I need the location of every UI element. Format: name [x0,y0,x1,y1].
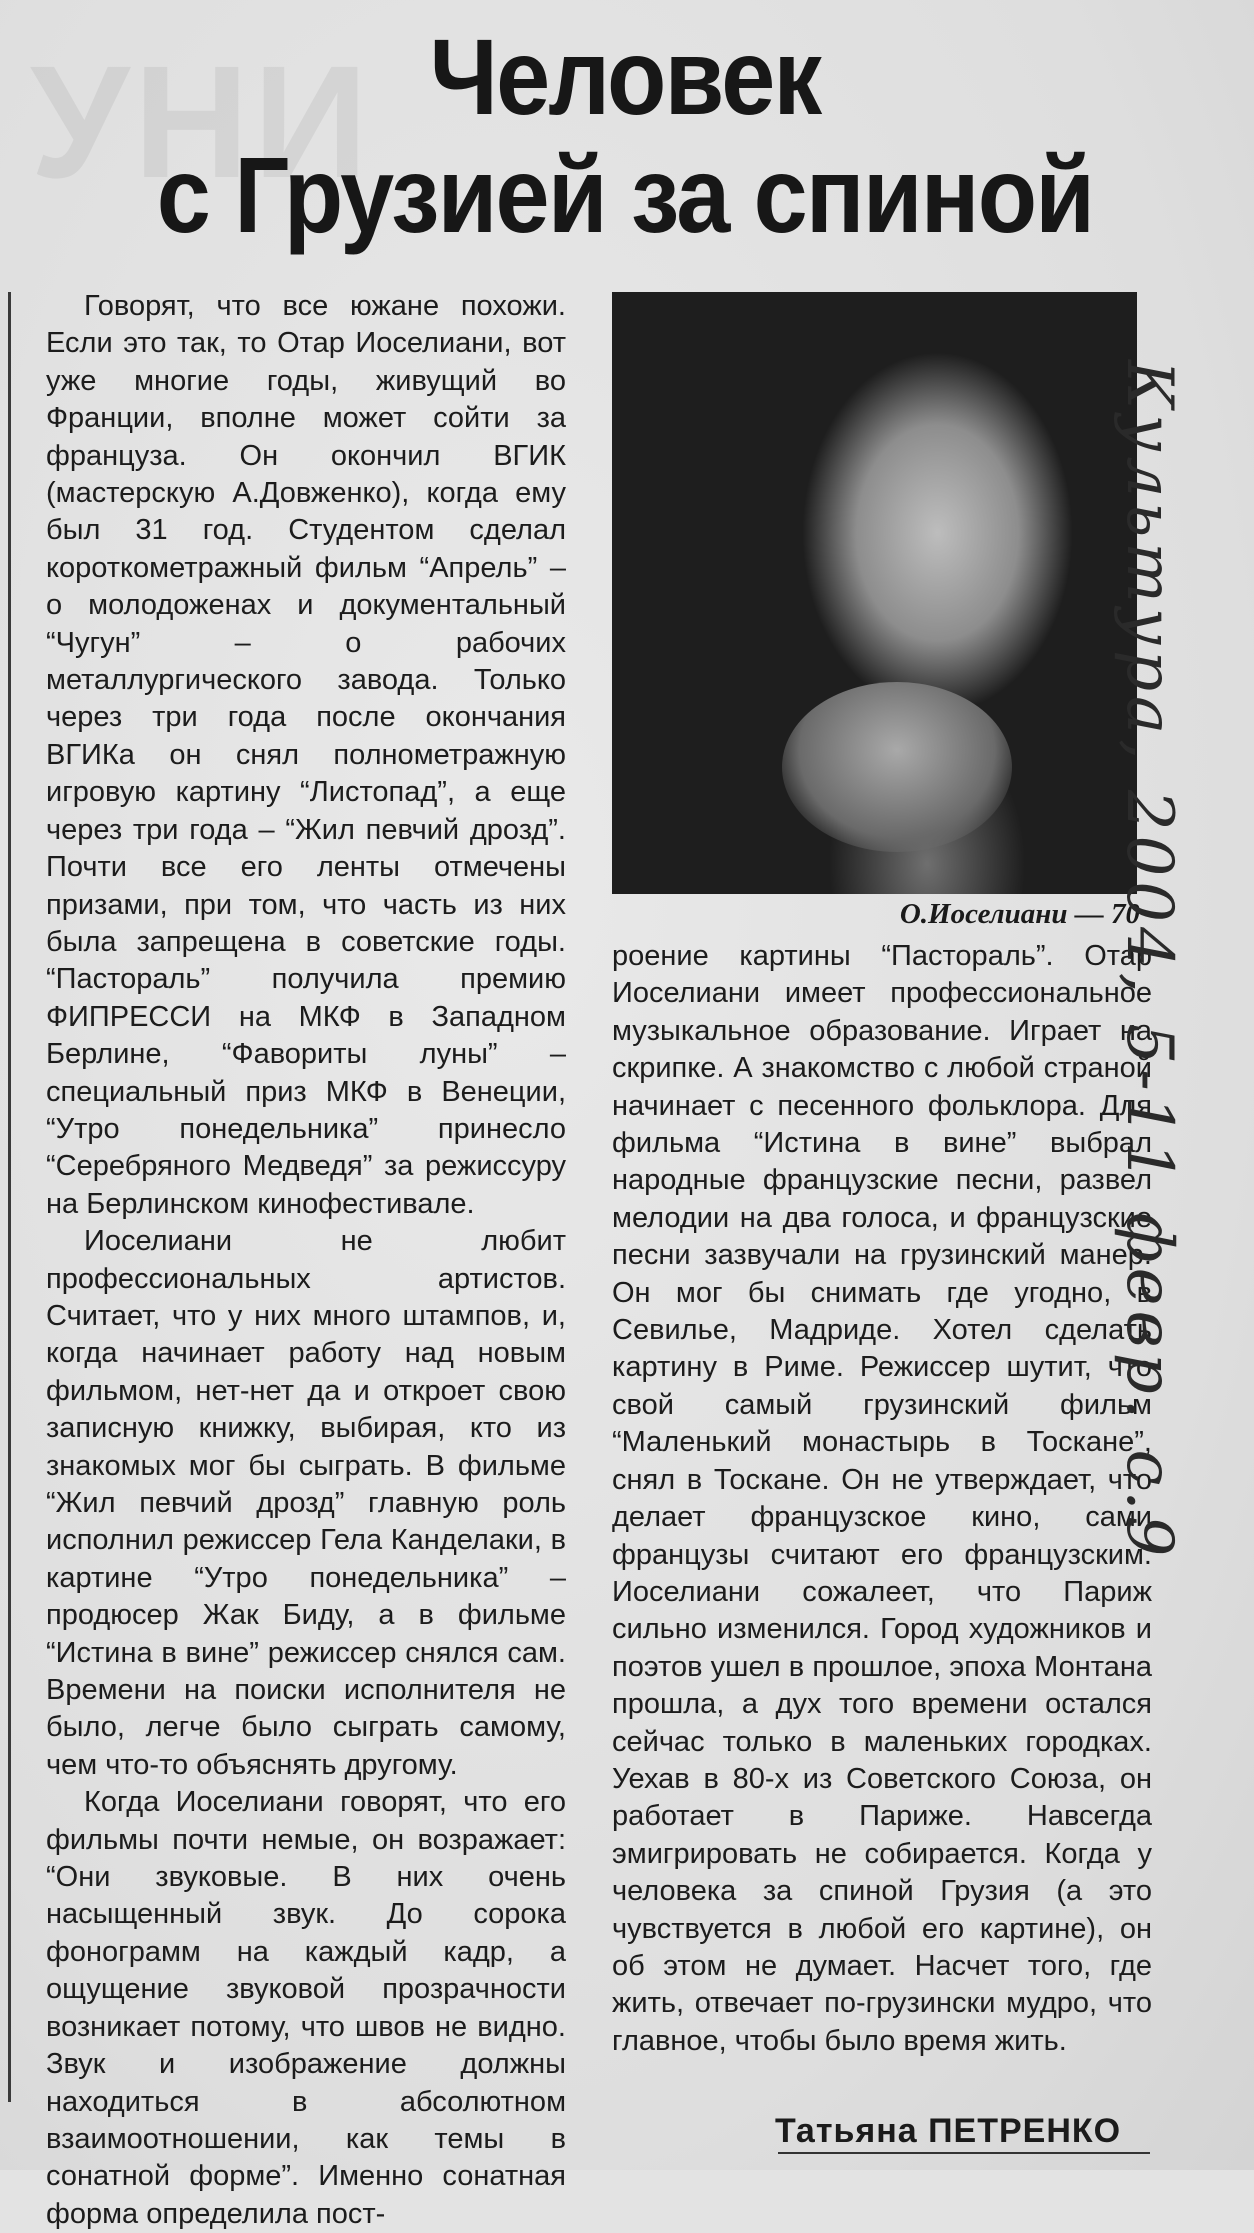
author-byline: Татьяна ПЕТРЕНКО [775,2112,1122,2150]
paragraph: роение картины “Пастораль”. Отар Иоселиани имеет профессиональное музыкальное образование. Играет на скрипке. А знакомство с любой страной начинает с песенного фольклора. Для фильма “Истина в вине” выбрал народные французские песни, развел мелодии на два голоса, и французские песни зазвучали на грузинский манер. Он мог бы снимать где угодно, в Севилье, Мадриде. Хотел сделать картину в Риме. Режиссер шутит, что свой самый грузинский фильм “Маленький монастырь в Тоскане”, снял в Тоскане. Он не утверждает, что делает французское кино, сами французы считают его французским. Иоселиани сожалеет, что Париж сильно изменился. Город художников и поэтов ушел в прошлое, эпоха Монтана прошла, а дух того времени остался сейчас только в маленьких городках. Уехав в 80-х из Советского Союза, он работает в Париже. Навсегда эмигрировать не собирается. Когда у человека за спиной Грузия (а это чувствуется в любой его картине), он об этом не думает. Насчет того, где жить, отвечает по-грузински мудро, что главное, чтобы было время жить. [612,940,1152,2057]
photo-hand-shape [782,682,1012,852]
byline-underline [778,2152,1150,2154]
article-left-column [46,288,566,2233]
article-right-column [612,938,1152,2060]
headline [99,18,1152,254]
headline-line-1: Человек [429,16,821,137]
column-rule [8,292,11,2102]
portrait-photo [612,292,1137,894]
handwritten-note: Культура, 2004, 5-11 февр. с.9 [1112,360,1186,1562]
headline-line-2: с Грузией за спиной [156,134,1094,255]
bleed-through-text: УНИ [30,32,373,211]
paragraph: Иоселиани не любит профессиональных артистов. Считает, что у них много штампов, и, когда начинает работу над новым фильмом, нет-нет да и откроет свою записную книжку, выбирая, кто из знакомых мог бы сыграть. В фильме “Жил певчий дрозд” главную роль исполнил режиссер Гела Канделаки, в картине “Утро понедельника” – продюсер Жак Биду, а в фильме “Истина в вине” режиссер снялся сам. Времени на поиски исполнителя не было, легче было сыграть самому, чем что-то объяснять другому. [46,1225,566,1781]
photo-caption: О.Иоселиани — 70 [899,898,1140,930]
paragraph: Когда Иоселиани говорят, что его фильмы почти немые, он возражает: “Они звуковые. В них очень насыщенный звук. До сорока фонограмм на каждый кадр, а ощущение звуковой прозрачности возникает потому, что швов не видно. Звук и изображение должны находиться в абсолютном взаимоотношении, как темы в сонатной форме”. Именно сонатная форма определила пост- [46,1786,566,2230]
paragraph: Говорят, что все южане похожи. Если это так, то Отар Иоселиани, вот уже многие годы, живущий во Франции, вполне может сойти за француза. Он окончил ВГИК (мастерскую А.Довженко), когда ему был 31 год. Студентом сделал короткометражный фильм “Апрель” – о молодоженах и документальный “Чугун” – о рабочих металлургического завода. Только через три года после окончания ВГИКа он снял полнометражную игровую картину “Листопад”, а еще через три года – “Жил певчий дрозд”. Почти все его ленты отмечены призами, при том, что часть из них была запрещена в советские годы. “Пастораль” получила премию ФИПРЕССИ на МКФ в Западном Берлине, “Фавориты луны” – специальный приз МКФ в Венеции, “Утро понедельника” принесло “Серебряного Медведя” за режиссуру на Берлинском кинофестивале. [46,290,566,1220]
